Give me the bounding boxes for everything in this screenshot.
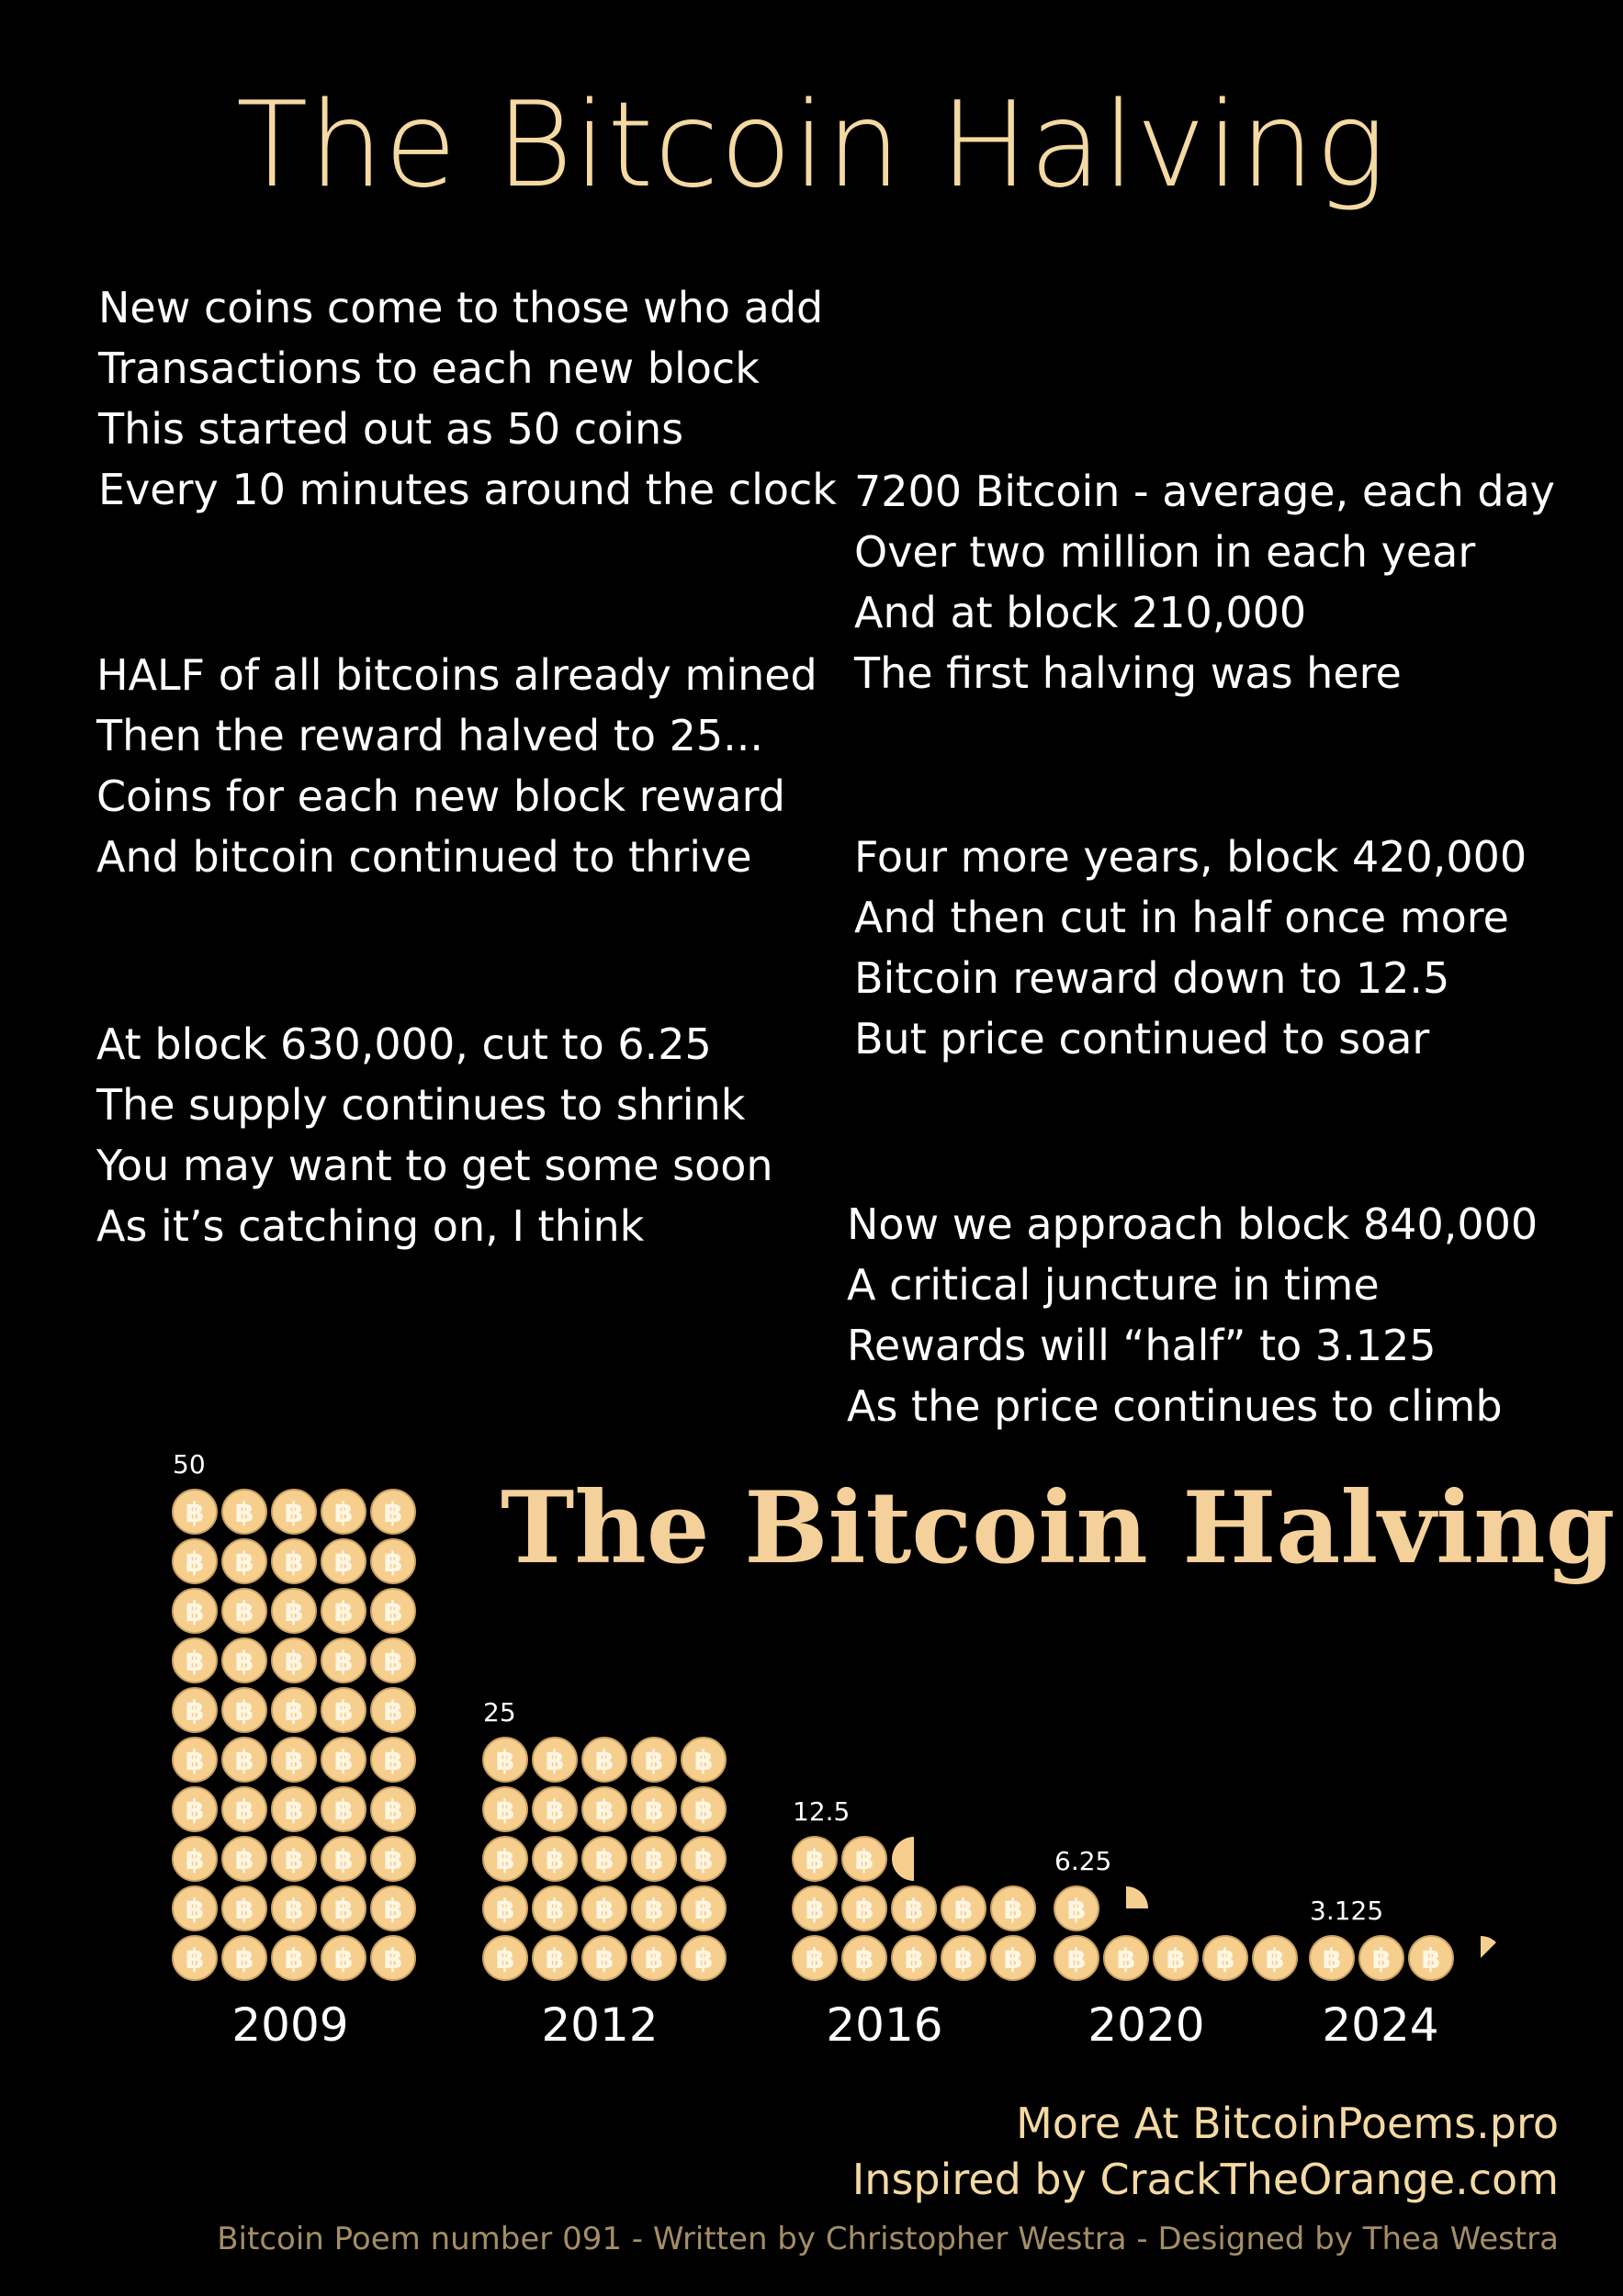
poem-line: This started out as 50 coins (98, 404, 684, 454)
bar-2024 (1310, 1936, 1496, 1980)
bitcoin-icon: ฿ (234, 1596, 254, 1628)
bitcoin-icon: ฿ (284, 1894, 304, 1926)
bitcoin-icon: ฿ (383, 1596, 403, 1628)
bitcoin-icon: ฿ (185, 1795, 205, 1827)
bitcoin-icon: ฿ (383, 1695, 403, 1728)
bar-2012 (483, 1738, 726, 1980)
stanza-4 (854, 827, 1527, 1069)
bitcoin-icon: ฿ (644, 1943, 664, 1975)
bitcoin-icon: ฿ (1066, 1894, 1087, 1926)
bitcoin-icon: ฿ (383, 1547, 403, 1579)
bitcoin-icon: ฿ (495, 1943, 515, 1975)
poem-line: Over two million in each year (854, 527, 1476, 577)
bitcoin-icon: ฿ (805, 1894, 825, 1926)
bitcoin-icon: ฿ (495, 1795, 515, 1827)
stanza-3 (96, 645, 817, 887)
bitcoin-icon: ฿ (644, 1795, 664, 1827)
poem-line: Four more years, block 420,000 (854, 832, 1527, 882)
bitcoin-icon: ฿ (185, 1844, 205, 1876)
poem-line: A critical juncture in time (847, 1260, 1380, 1310)
bitcoin-icon: ฿ (185, 1547, 205, 1579)
bitcoin-icon: ฿ (284, 1547, 304, 1579)
bitcoin-icon: ฿ (234, 1943, 254, 1975)
tick-label: 2024 (1322, 1998, 1439, 2052)
bitcoin-icon: ฿ (545, 1844, 565, 1876)
bitcoin-icon: ฿ (333, 1497, 354, 1529)
bitcoin-icon: ฿ (1066, 1943, 1087, 1975)
bar-2016 (793, 1837, 1035, 1980)
bitcoin-icon: ฿ (1371, 1943, 1392, 1975)
bitcoin-icon: ฿ (333, 1646, 354, 1678)
poem-line: But price continued to soar (854, 1014, 1430, 1064)
bitcoin-icon: ฿ (805, 1844, 825, 1876)
bitcoin-icon: ฿ (234, 1844, 254, 1876)
poem-line: You may want to get some soon (96, 1141, 773, 1190)
bitcoin-icon: ฿ (805, 1943, 825, 1975)
bitcoin-icon: ฿ (234, 1646, 254, 1678)
bitcoin-icon: ฿ (284, 1596, 304, 1628)
poem-line: As the price continues to climb (847, 1381, 1503, 1431)
tick-label: 2009 (231, 1998, 349, 2052)
stanza-6 (847, 1194, 1538, 1436)
bitcoin-icon: ฿ (953, 1943, 974, 1975)
bitcoin-icon: ฿ (383, 1844, 403, 1876)
bitcoin-icon: ฿ (284, 1745, 304, 1777)
bitcoin-icon: ฿ (333, 1745, 354, 1777)
bitcoin-icon: ฿ (953, 1894, 974, 1926)
bitcoin-icon: ฿ (1265, 1943, 1285, 1975)
bitcoin-icon: ฿ (1421, 1943, 1441, 1975)
bitcoin-icon: ฿ (854, 1943, 874, 1975)
poem-line: And bitcoin continued to thrive (96, 832, 752, 882)
poem-line: Transactions to each new block (98, 343, 760, 393)
bitcoin-icon: ฿ (854, 1894, 874, 1926)
bitcoin-icon: ฿ (644, 1844, 664, 1876)
bitcoin-icon: ฿ (1166, 1943, 1186, 1975)
bitcoin-icon: ฿ (495, 1745, 515, 1777)
bitcoin-icon: ฿ (904, 1943, 924, 1975)
bitcoin-icon: ฿ (904, 1894, 924, 1926)
bitcoin-icon: ฿ (594, 1844, 614, 1876)
bitcoin-icon: ฿ (185, 1894, 205, 1926)
bitcoin-icon: ฿ (333, 1596, 354, 1628)
bitcoin-icon: ฿ (234, 1547, 254, 1579)
fraction-coin-mark (892, 1837, 914, 1881)
bitcoin-icon: ฿ (1003, 1943, 1023, 1975)
bitcoin-icon: ฿ (185, 1695, 205, 1728)
bitcoin-icon: ฿ (594, 1894, 614, 1926)
bitcoin-icon: ฿ (234, 1894, 254, 1926)
stanza-1 (98, 277, 837, 520)
bitcoin-icon: ฿ (383, 1497, 403, 1529)
footer-credit: Bitcoin Poem number 091 - Written by Christopher Westra - Designed by Thea Westra (217, 2221, 1559, 2257)
data-label: 50 (173, 1449, 206, 1480)
bitcoin-icon: ฿ (185, 1943, 205, 1975)
poem-line: As it’s catching on, I think (96, 1201, 645, 1251)
bitcoin-icon: ฿ (284, 1646, 304, 1678)
footer-inspired-link[interactable]: Inspired by CrackTheOrange.com (851, 2155, 1559, 2204)
poem-line: Every 10 minutes around the clock (98, 465, 837, 514)
bitcoin-icon: ฿ (333, 1943, 354, 1975)
bitcoin-icon: ฿ (383, 1943, 403, 1975)
bitcoin-icon: ฿ (234, 1745, 254, 1777)
bitcoin-icon: ฿ (693, 1795, 714, 1827)
poem-line: Then the reward halved to 25... (96, 711, 764, 760)
tick-label: 2016 (826, 1998, 943, 2052)
bitcoin-icon: ฿ (333, 1547, 354, 1579)
bitcoin-icon: ฿ (545, 1795, 565, 1827)
bitcoin-icon: ฿ (185, 1646, 205, 1678)
coin-chart (0, 1433, 1623, 2076)
poem-line: Coins for each new block reward (96, 771, 785, 821)
bitcoin-icon: ฿ (693, 1943, 714, 1975)
bitcoin-icon: ฿ (495, 1894, 515, 1926)
stanza-2 (854, 461, 1555, 703)
poem-line: The supply continues to shrink (96, 1080, 746, 1130)
poem-line: And then cut in half once more (854, 893, 1509, 942)
bar-2020 (1054, 1886, 1297, 1980)
bitcoin-icon: ฿ (383, 1795, 403, 1827)
stanza-5 (96, 1014, 773, 1256)
poem-line: And at block 210,000 (854, 588, 1307, 637)
bitcoin-icon: ฿ (594, 1943, 614, 1975)
bitcoin-icon: ฿ (693, 1745, 714, 1777)
data-label: 25 (483, 1697, 516, 1728)
data-label: 6.25 (1054, 1846, 1112, 1876)
poem-line: At block 630,000, cut to 6.25 (96, 1019, 712, 1069)
bitcoin-icon: ฿ (644, 1894, 664, 1926)
bitcoin-icon: ฿ (383, 1894, 403, 1926)
bitcoin-icon: ฿ (854, 1844, 874, 1876)
data-label: 3.125 (1310, 1896, 1384, 1926)
bitcoin-icon: ฿ (185, 1596, 205, 1628)
fraction-coin-mark (1126, 1886, 1148, 1908)
bitcoin-icon: ฿ (594, 1795, 614, 1827)
bitcoin-icon: ฿ (545, 1943, 565, 1975)
poem-line: Rewards will “half” to 3.125 (847, 1321, 1437, 1370)
bitcoin-icon: ฿ (383, 1745, 403, 1777)
poem-line: The first halving was here (854, 648, 1402, 698)
poem-line: 7200 Bitcoin - average, each day (854, 467, 1555, 516)
poem-line: Now we approach block 840,000 (847, 1199, 1538, 1249)
bitcoin-icon: ฿ (234, 1795, 254, 1827)
tick-label: 2020 (1088, 1998, 1205, 2052)
bitcoin-icon: ฿ (545, 1894, 565, 1926)
bitcoin-icon: ฿ (333, 1844, 354, 1876)
bitcoin-icon: ฿ (1003, 1894, 1023, 1926)
bitcoin-icon: ฿ (693, 1894, 714, 1926)
bitcoin-icon: ฿ (284, 1795, 304, 1827)
bitcoin-icon: ฿ (644, 1745, 664, 1777)
bitcoin-icon: ฿ (333, 1695, 354, 1728)
bitcoin-icon: ฿ (284, 1943, 304, 1975)
bitcoin-icon: ฿ (185, 1497, 205, 1529)
poem-line: HALF of all bitcoins already mined (96, 650, 817, 700)
bitcoin-icon: ฿ (545, 1745, 565, 1777)
bitcoin-icon: ฿ (383, 1646, 403, 1678)
footer-more-link[interactable]: More At BitcoinPoems.pro (1016, 2099, 1559, 2148)
bitcoin-icon: ฿ (1215, 1943, 1235, 1975)
bitcoin-icon: ฿ (1116, 1943, 1136, 1975)
chart-title: The Bitcoin Halving (501, 1470, 1616, 1586)
bitcoin-icon: ฿ (495, 1844, 515, 1876)
bitcoin-icon: ฿ (185, 1745, 205, 1777)
bitcoin-icon: ฿ (333, 1795, 354, 1827)
data-label: 12.5 (793, 1796, 851, 1827)
bitcoin-icon: ฿ (284, 1695, 304, 1728)
poem-line: New coins come to those who add (98, 283, 824, 332)
fraction-coin-mark (1481, 1936, 1496, 1958)
bitcoin-icon: ฿ (284, 1844, 304, 1876)
bitcoin-icon: ฿ (234, 1695, 254, 1728)
bitcoin-icon: ฿ (234, 1497, 254, 1529)
poem-line: Bitcoin reward down to 12.5 (854, 953, 1450, 1003)
bitcoin-icon: ฿ (1322, 1943, 1342, 1975)
bitcoin-icon: ฿ (594, 1745, 614, 1777)
tick-label: 2012 (541, 1998, 659, 2052)
bitcoin-icon: ฿ (333, 1894, 354, 1926)
bar-2009 (173, 1490, 415, 1980)
page-title: The Bitcoin Halving (236, 77, 1387, 214)
bitcoin-icon: ฿ (693, 1844, 714, 1876)
bitcoin-icon: ฿ (284, 1497, 304, 1529)
